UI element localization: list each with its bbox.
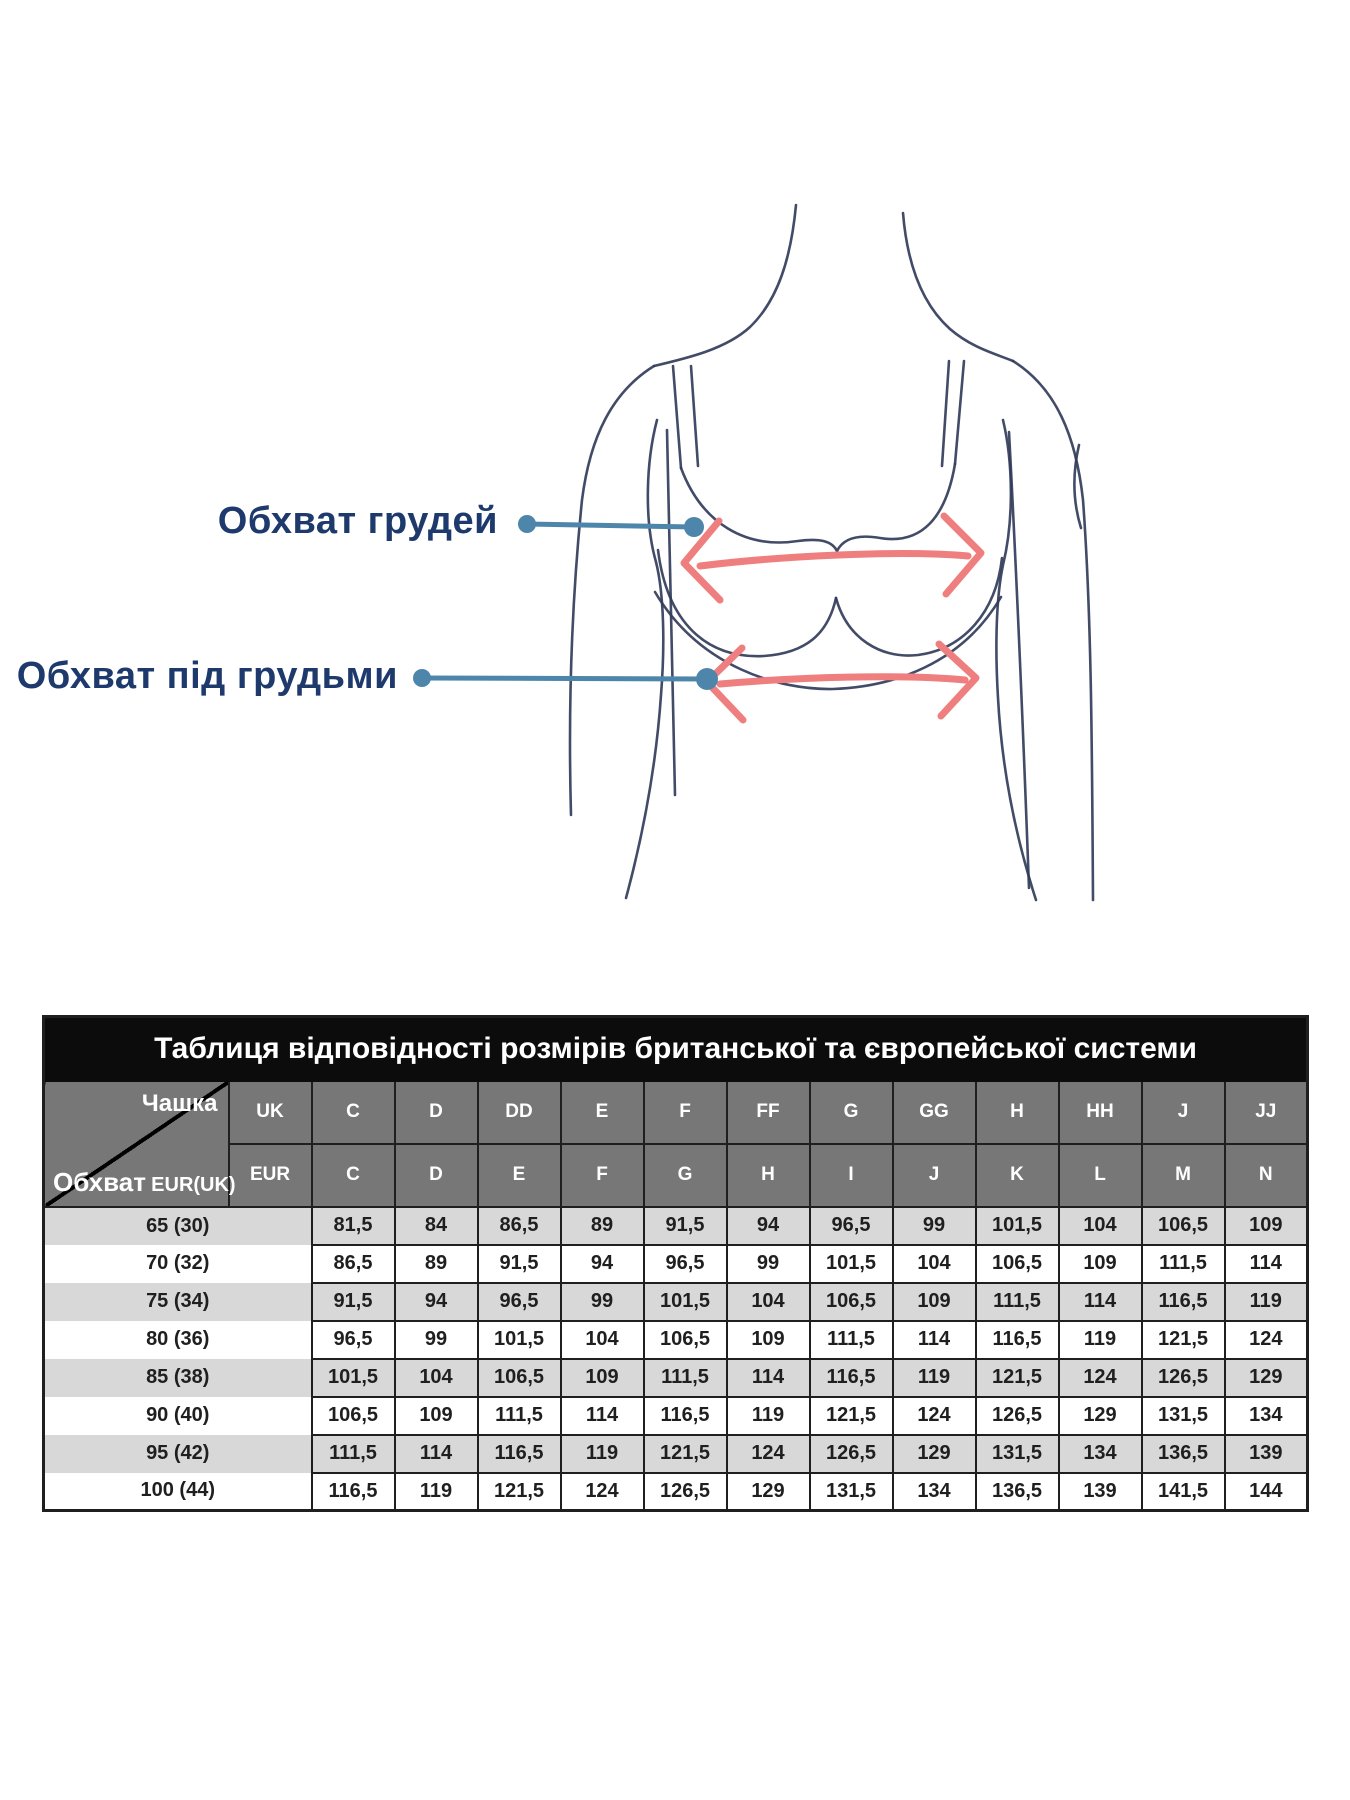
size-cell: 134 <box>1059 1435 1142 1473</box>
uk-cup-header: DD <box>478 1081 561 1144</box>
eur-cup-header: L <box>1059 1144 1142 1207</box>
size-cell: 106,5 <box>976 1245 1059 1283</box>
size-row <box>44 1245 1308 1283</box>
size-cell: 116,5 <box>312 1473 395 1511</box>
size-row-label: 80 (36) <box>44 1321 312 1359</box>
size-cell: 101,5 <box>312 1359 395 1397</box>
corner-cup-label: Чашка <box>141 1089 218 1117</box>
size-cell: 94 <box>561 1245 644 1283</box>
size-cell: 106,5 <box>312 1397 395 1435</box>
size-row-label: 65 (30) <box>44 1207 312 1245</box>
size-row-label: 100 (44) <box>44 1473 312 1511</box>
size-cell: 86,5 <box>478 1207 561 1245</box>
size-cell: 119 <box>893 1359 976 1397</box>
size-cell: 96,5 <box>478 1283 561 1321</box>
size-row <box>44 1397 1308 1435</box>
size-cell: 89 <box>561 1207 644 1245</box>
uk-cup-header: C <box>312 1081 395 1144</box>
table-title-row <box>44 1017 1308 1081</box>
uk-cup-header: H <box>976 1081 1059 1144</box>
size-cell: 104 <box>893 1245 976 1283</box>
size-cell: 126,5 <box>810 1435 893 1473</box>
size-cell: 96,5 <box>312 1321 395 1359</box>
size-cell: 129 <box>727 1473 810 1511</box>
size-cell: 141,5 <box>1142 1473 1225 1511</box>
size-cell: 109 <box>1059 1245 1142 1283</box>
size-cell: 99 <box>395 1321 478 1359</box>
uk-cup-header: JJ <box>1225 1081 1308 1144</box>
size-row-label: 70 (32) <box>44 1245 312 1283</box>
size-cell: 116,5 <box>1142 1283 1225 1321</box>
size-cell: 106,5 <box>810 1283 893 1321</box>
size-cell: 114 <box>1059 1283 1142 1321</box>
size-cell: 111,5 <box>976 1283 1059 1321</box>
size-cell: 131,5 <box>976 1435 1059 1473</box>
uk-cup-header: GG <box>893 1081 976 1144</box>
size-cell: 109 <box>893 1283 976 1321</box>
size-cell: 91,5 <box>478 1245 561 1283</box>
eur-cup-header: E <box>478 1144 561 1207</box>
size-row <box>44 1207 1308 1245</box>
eur-cup-header: H <box>727 1144 810 1207</box>
size-cell: 104 <box>561 1321 644 1359</box>
size-conversion-table <box>42 1015 1309 1512</box>
size-cell: 86,5 <box>312 1245 395 1283</box>
size-cell: 101,5 <box>478 1321 561 1359</box>
size-cell: 109 <box>561 1359 644 1397</box>
size-cell: 111,5 <box>644 1359 727 1397</box>
size-cell: 129 <box>1225 1359 1308 1397</box>
size-cell: 114 <box>727 1359 810 1397</box>
size-cell: 111,5 <box>478 1397 561 1435</box>
size-cell: 94 <box>727 1207 810 1245</box>
size-cell: 109 <box>395 1397 478 1435</box>
size-cell: 109 <box>727 1321 810 1359</box>
size-row <box>44 1359 1308 1397</box>
size-cell: 104 <box>727 1283 810 1321</box>
uk-cup-header: HH <box>1059 1081 1142 1144</box>
corner-header-cell <box>44 1081 236 1207</box>
size-cell: 139 <box>1059 1473 1142 1511</box>
size-cell: 101,5 <box>976 1207 1059 1245</box>
size-row <box>44 1473 1308 1511</box>
size-cell: 114 <box>1225 1245 1308 1283</box>
size-cell: 109 <box>1225 1207 1308 1245</box>
size-cell: 111,5 <box>810 1321 893 1359</box>
size-row-label: 95 (42) <box>44 1435 312 1473</box>
size-cell: 136,5 <box>1142 1435 1225 1473</box>
size-cell: 134 <box>893 1473 976 1511</box>
size-cell: 126,5 <box>644 1473 727 1511</box>
size-cell: 131,5 <box>1142 1397 1225 1435</box>
size-cell: 94 <box>395 1283 478 1321</box>
size-cell: 84 <box>395 1207 478 1245</box>
size-cell: 124 <box>893 1397 976 1435</box>
size-cell: 101,5 <box>810 1245 893 1283</box>
uk-cup-header: FF <box>727 1081 810 1144</box>
eur-cup-header: C <box>312 1144 395 1207</box>
size-cell: 104 <box>395 1359 478 1397</box>
size-cell: 116,5 <box>644 1397 727 1435</box>
size-cell: 91,5 <box>312 1283 395 1321</box>
size-cell: 124 <box>561 1473 644 1511</box>
size-cell: 124 <box>1225 1321 1308 1359</box>
eur-cup-header: K <box>976 1144 1059 1207</box>
size-cell: 129 <box>1059 1397 1142 1435</box>
size-cell: 111,5 <box>312 1435 395 1473</box>
size-cell: 96,5 <box>644 1245 727 1283</box>
size-cell: 114 <box>395 1435 478 1473</box>
size-row-label: 75 (34) <box>44 1283 312 1321</box>
size-cell: 99 <box>561 1283 644 1321</box>
size-row <box>44 1283 1308 1321</box>
size-cell: 89 <box>395 1245 478 1283</box>
underbust-girth-label: Обхват під грудьми <box>16 655 398 697</box>
size-cell: 121,5 <box>644 1435 727 1473</box>
bust-callout-line <box>518 515 704 537</box>
size-cell: 126,5 <box>976 1397 1059 1435</box>
size-cell: 114 <box>893 1321 976 1359</box>
size-cell: 106,5 <box>644 1321 727 1359</box>
size-cell: 96,5 <box>810 1207 893 1245</box>
size-cell: 129 <box>893 1435 976 1473</box>
uk-cup-header-row <box>44 1081 1308 1144</box>
uk-system-label: UK <box>229 1081 312 1144</box>
size-cell: 116,5 <box>976 1321 1059 1359</box>
eur-cup-header: M <box>1142 1144 1225 1207</box>
size-cell: 124 <box>1059 1359 1142 1397</box>
size-cell: 116,5 <box>810 1359 893 1397</box>
size-cell: 144 <box>1225 1473 1308 1511</box>
size-row-label: 85 (38) <box>44 1359 312 1397</box>
size-cell: 121,5 <box>478 1473 561 1511</box>
uk-cup-header: G <box>810 1081 893 1144</box>
size-cell: 116,5 <box>478 1435 561 1473</box>
size-row <box>44 1435 1308 1473</box>
size-cell: 121,5 <box>810 1397 893 1435</box>
size-cell: 121,5 <box>1142 1321 1225 1359</box>
uk-cup-header: F <box>644 1081 727 1144</box>
bust-girth-label: Обхват грудей <box>217 500 498 542</box>
uk-cup-header: D <box>395 1081 478 1144</box>
eur-cup-header: D <box>395 1144 478 1207</box>
size-cell: 126,5 <box>1142 1359 1225 1397</box>
size-cell: 124 <box>727 1435 810 1473</box>
eur-cup-header: I <box>810 1144 893 1207</box>
size-cell: 136,5 <box>976 1473 1059 1511</box>
uk-cup-header: J <box>1142 1081 1225 1144</box>
size-cell: 104 <box>1059 1207 1142 1245</box>
corner-girth-label: Обхват EUR(UK) <box>53 1166 236 1197</box>
size-cell: 114 <box>561 1397 644 1435</box>
size-row <box>44 1321 1308 1359</box>
size-cell: 99 <box>893 1207 976 1245</box>
size-cell: 106,5 <box>478 1359 561 1397</box>
size-cell: 91,5 <box>644 1207 727 1245</box>
size-cell: 119 <box>1225 1283 1308 1321</box>
eur-cup-header: F <box>561 1144 644 1207</box>
size-cell: 101,5 <box>644 1283 727 1321</box>
size-cell: 119 <box>561 1435 644 1473</box>
size-cell: 99 <box>727 1245 810 1283</box>
size-cell: 134 <box>1225 1397 1308 1435</box>
size-cell: 119 <box>727 1397 810 1435</box>
size-table-section <box>42 1015 1308 1512</box>
size-cell: 131,5 <box>810 1473 893 1511</box>
uk-cup-header: E <box>561 1081 644 1144</box>
size-cell: 119 <box>395 1473 478 1511</box>
eur-cup-header: G <box>644 1144 727 1207</box>
size-cell: 81,5 <box>312 1207 395 1245</box>
eur-system-label: EUR <box>229 1144 312 1207</box>
size-table-body <box>44 1207 1308 1511</box>
eur-cup-header: N <box>1225 1144 1308 1207</box>
eur-cup-header: J <box>893 1144 976 1207</box>
size-row-label: 90 (40) <box>44 1397 312 1435</box>
size-cell: 121,5 <box>976 1359 1059 1397</box>
size-cell: 119 <box>1059 1321 1142 1359</box>
size-cell: 139 <box>1225 1435 1308 1473</box>
size-cell: 106,5 <box>1142 1207 1225 1245</box>
table-title: Таблиця відповідності розмірів британської та європейської системи <box>44 1017 1308 1081</box>
size-cell: 111,5 <box>1142 1245 1225 1283</box>
